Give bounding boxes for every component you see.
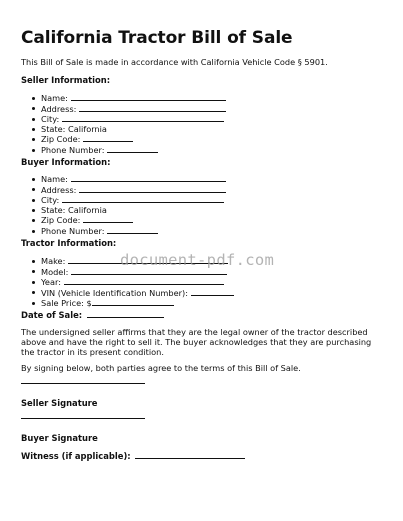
seller-zip-blank[interactable]	[83, 134, 133, 142]
tractor-year-blank[interactable]	[64, 277, 224, 285]
tractor-price-label: Sale Price: $	[41, 298, 92, 309]
buyer-city-label: City:	[41, 195, 60, 206]
buyer-phone-blank[interactable]	[107, 226, 158, 234]
seller-zip-label: Zip Code:	[41, 134, 81, 145]
tractor-make-label: Make:	[41, 256, 66, 266]
seller-city-blank[interactable]	[62, 114, 224, 122]
seller-fields	[21, 93, 226, 156]
buyer-signature-label: Buyer Signature	[21, 433, 98, 443]
buyer-name-item	[21, 174, 226, 185]
witness-row	[21, 451, 245, 461]
seller-signature-label: Seller Signature	[21, 398, 98, 408]
watermark-text: document-pdf.com	[120, 251, 275, 269]
buyer-state-item	[21, 206, 226, 216]
buyer-address-blank[interactable]	[79, 185, 226, 193]
seller-heading: Seller Information:	[21, 75, 111, 85]
intro-text: This Bill of Sale is made in accordance with California Vehicle Code § 5901.	[21, 57, 328, 67]
date-of-sale-label: Date of Sale:	[21, 310, 83, 320]
seller-name-label: Name:	[41, 93, 68, 103]
buyer-name-blank[interactable]	[71, 174, 226, 182]
buyer-phone-item	[21, 226, 226, 237]
seller-address-label: Address:	[41, 103, 77, 114]
tractor-price-blank[interactable]	[92, 298, 174, 306]
tractor-price-item	[21, 298, 234, 309]
buyer-state-label: State: California	[41, 204, 107, 215]
buyer-signature-line[interactable]	[21, 418, 145, 419]
buyer-address-label: Address:	[41, 184, 77, 195]
buyer-city-blank[interactable]	[62, 195, 224, 203]
witness-label: Witness (if applicable):	[21, 451, 131, 461]
buyer-address-item	[21, 185, 226, 196]
buyer-zip-item	[21, 215, 226, 226]
buyer-fields	[21, 174, 226, 237]
document-title: California Tractor Bill of Sale	[21, 28, 293, 48]
witness-blank[interactable]	[135, 451, 245, 459]
seller-name-blank[interactable]	[71, 93, 226, 101]
seller-city-label: City:	[41, 114, 60, 125]
buyer-heading: Buyer Information:	[21, 157, 111, 167]
buyer-phone-label: Phone Number:	[41, 225, 105, 236]
affirmation-paragraph: The undersigned seller affirms that they are the legal owner of the tractor described above and have the right to sell it. The buyer acknowledges that they are purchasing the tractor in its present condition.	[21, 327, 372, 357]
date-of-sale-blank[interactable]	[87, 310, 164, 318]
seller-address-item	[21, 104, 226, 115]
agreement-paragraph: By signing below, both parties agree to the terms of this Bill of Sale.	[21, 363, 301, 373]
tractor-heading: Tractor Information:	[21, 238, 117, 248]
seller-state-label: State: California	[41, 123, 107, 134]
seller-signature-line[interactable]	[21, 383, 145, 384]
seller-phone-blank[interactable]	[107, 145, 158, 153]
seller-phone-item	[21, 145, 226, 156]
seller-name-item	[21, 93, 226, 104]
seller-zip-item	[21, 134, 226, 145]
buyer-zip-label: Zip Code:	[41, 215, 81, 226]
tractor-year-label: Year:	[41, 277, 61, 288]
tractor-year-item	[21, 277, 234, 288]
tractor-vin-blank[interactable]	[191, 288, 234, 296]
tractor-model-label: Model:	[41, 266, 69, 277]
tractor-vin-item	[21, 288, 234, 299]
buyer-name-label: Name:	[41, 174, 68, 184]
seller-address-blank[interactable]	[79, 104, 226, 112]
date-of-sale-row	[21, 310, 164, 320]
buyer-zip-blank[interactable]	[83, 215, 133, 223]
tractor-vin-label: VIN (Vehicle Identification Number):	[41, 287, 188, 298]
seller-state-item	[21, 125, 226, 135]
seller-phone-label: Phone Number:	[41, 144, 105, 155]
